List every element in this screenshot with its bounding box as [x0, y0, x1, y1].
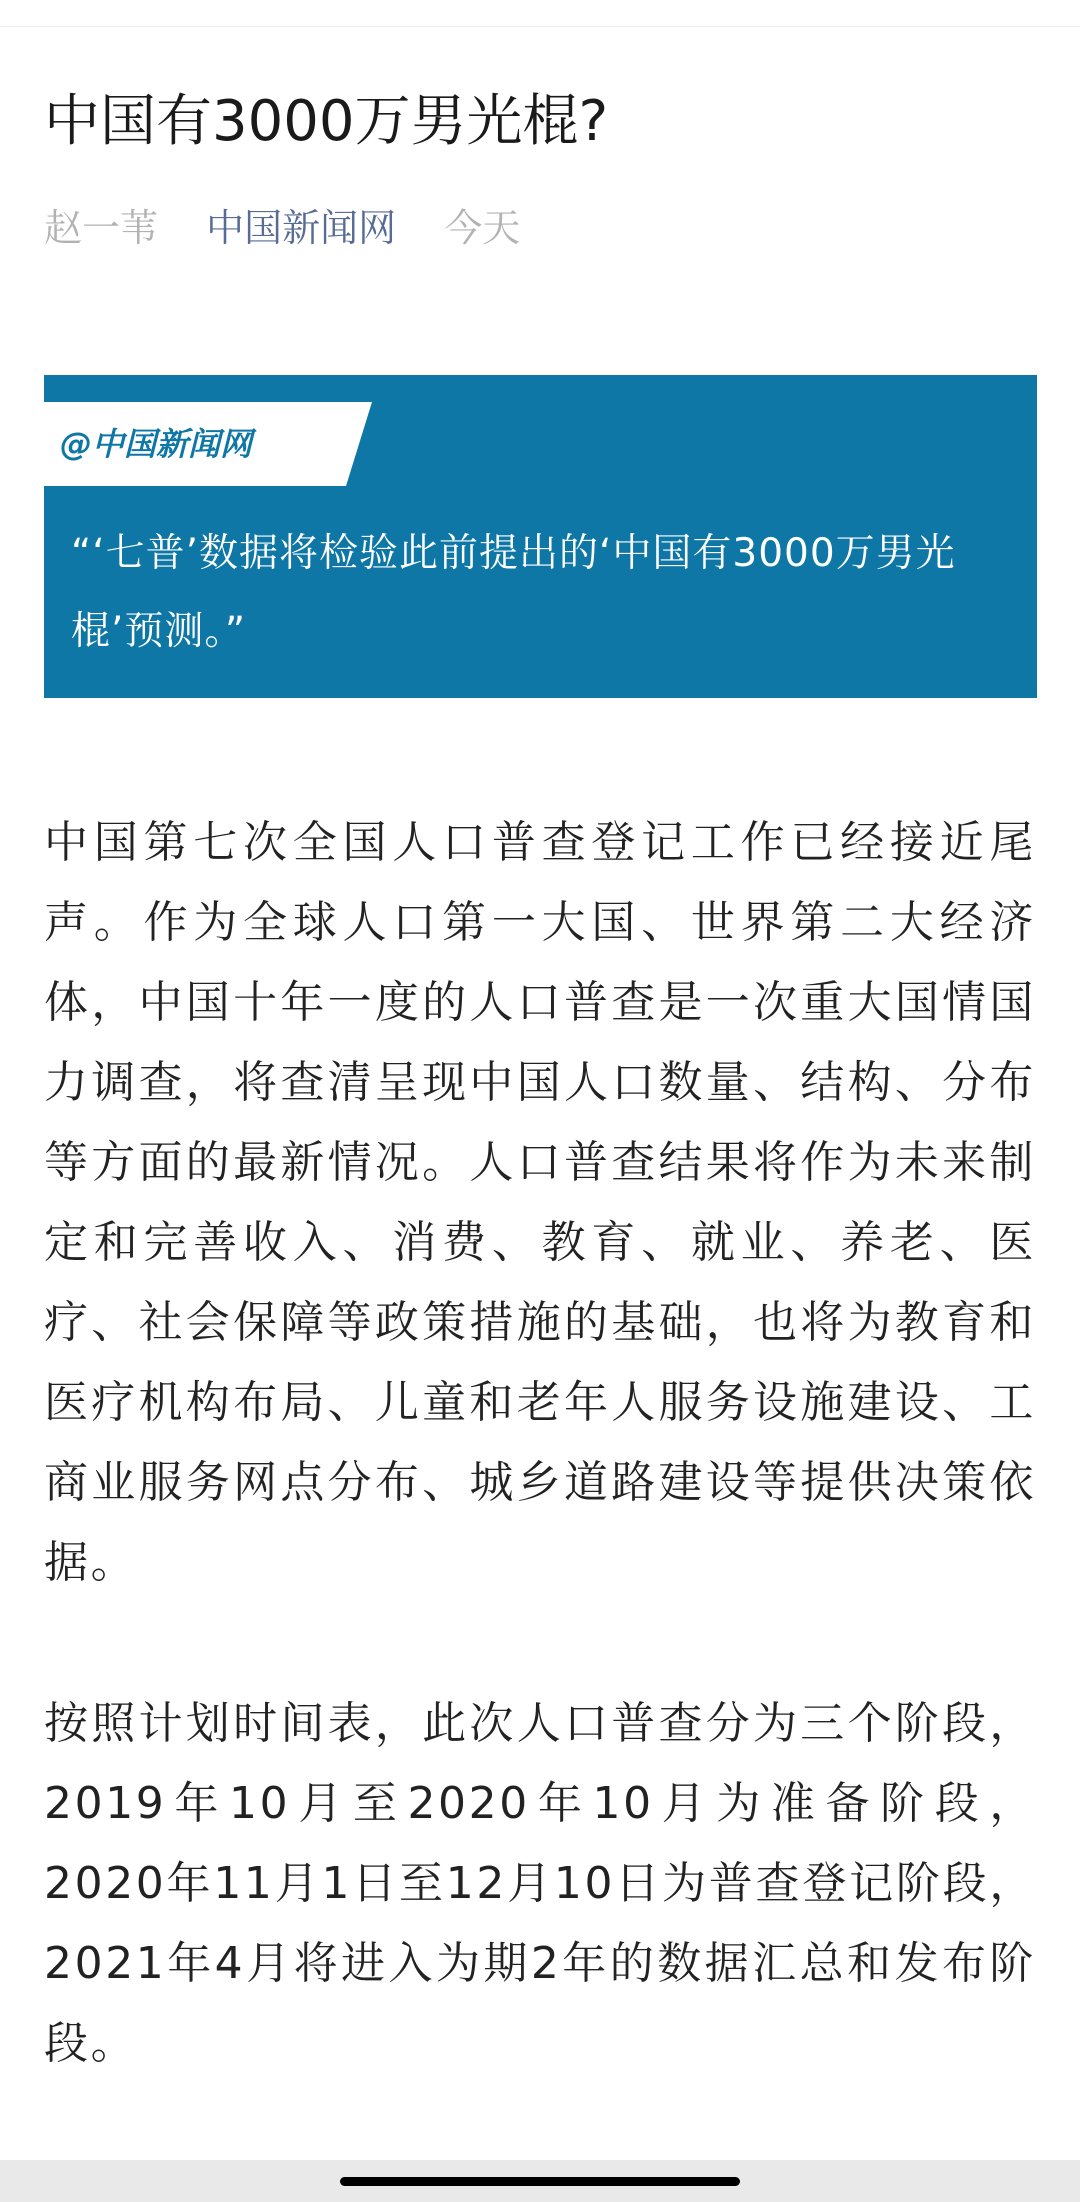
top-divider — [0, 26, 1080, 27]
publish-time: 今天 — [444, 206, 521, 250]
quote-card — [44, 375, 1037, 698]
author-name: 赵一苇 — [44, 206, 159, 250]
quote-tag-label: @中国新闻网 — [60, 425, 253, 463]
home-indicator[interactable] — [340, 2177, 740, 2186]
source-account-link[interactable]: 中国新闻网 — [206, 206, 397, 250]
article-meta — [44, 200, 520, 256]
quote-text: “‘七普’数据将检验此前提出的‘中国有3000万男光棍’预测。” — [71, 531, 956, 654]
body-paragraph: 按照计划时间表，此次人口普查分为三个阶段，2019年10月至2020年10月为准备阶段，2020年11月1日至12月10日为普查登记阶段，2021年4月将进入为期2年的数据汇总和发布阶段。 — [44, 1698, 1036, 2069]
article-title: 中国有3000万男光棍? — [44, 89, 609, 154]
quote-tag — [44, 402, 346, 486]
body-paragraph: 中国第七次全国人口普查登记工作已经接近尾声。作为全球人口第一大国、世界第二大经济体，中国十年一度的人口普查是一次重大国情国力调查，将查清呈现中国人口数量、结构、分布等方面的最新情况。人口普查结果将作为未来制定和完善收入、消费、教育、就业、养老、医疗、社会保障等政策措施的基础，也将为教育和医疗机构布局、儿童和老年人服务设施建设、工商业服务网点分布、城乡道路建设等提供决策依据。 — [44, 817, 1036, 1588]
